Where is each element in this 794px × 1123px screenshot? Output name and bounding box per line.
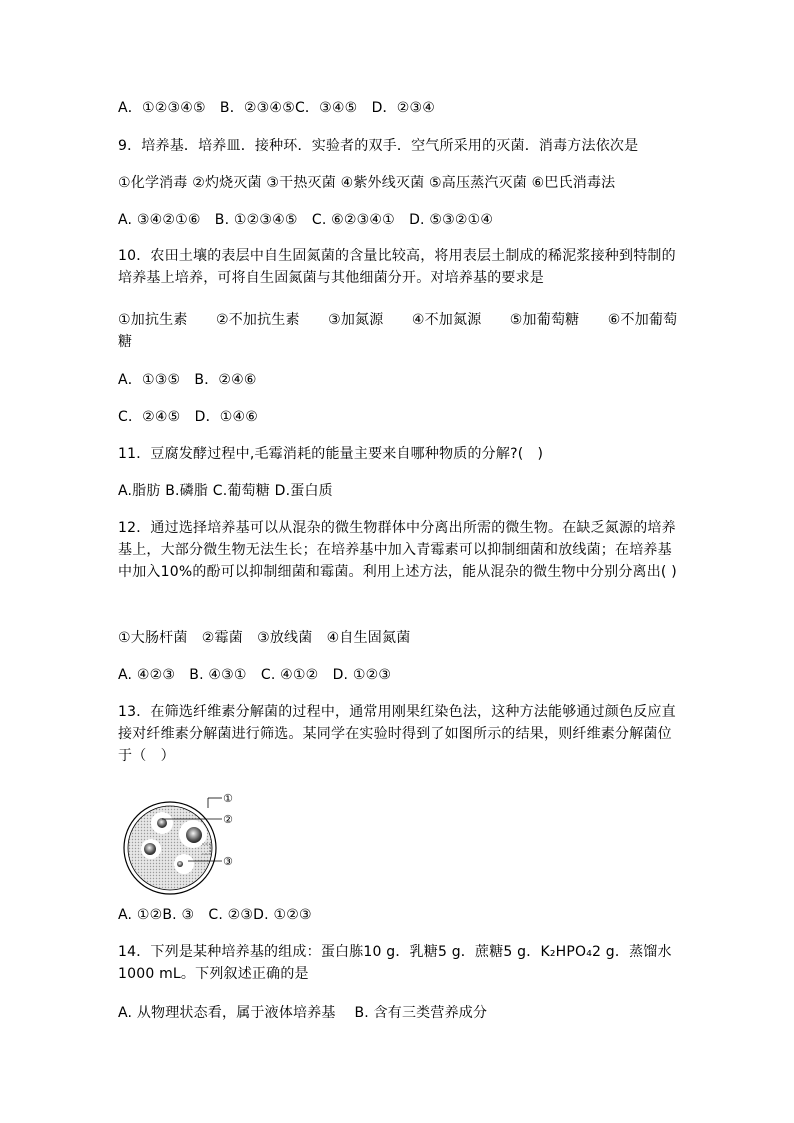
q13-stem: 13．在筛选纤维素分解菌的过程中，通常用刚果红染色法，这种方法能够通过颜色反应直接对纤维素分解菌进行筛选。某同学在实验时得到了如图所示的结果，则纤维素分解菌位于（ ）	[118, 704, 676, 764]
colony	[177, 861, 183, 867]
q11-stem: 11．豆腐发酵过程中,毛霉消耗的能量主要来自哪种物质的分解?( )	[118, 446, 544, 462]
q12-options: A. ④②③ B. ④③① C. ④①② D. ①②③	[118, 667, 392, 683]
q13-options: A. ①②B. ③ C. ②③D. ①②③	[118, 907, 312, 923]
q10-options-ab: A．①③⑤ B．②④⑥	[118, 372, 257, 388]
q12-items: ①大肠杆菌 ②霉菌 ③放线菌 ④自生固氮菌	[118, 630, 411, 646]
petri-dish-figure	[122, 790, 252, 900]
colony	[186, 827, 202, 843]
q14-options: A. 从物理状态看，属于液体培养基 B. 含有三类营养成分	[118, 1005, 488, 1021]
q14-stem: 14．下列是某种培养基的组成：蛋白胨10 g．乳糖5 g．蔗糖5 g．K₂HPO₄2 g．蒸馏水1000 mL。下列叙述正确的是	[118, 944, 672, 982]
figure-label-2: ②	[223, 813, 233, 826]
colony	[157, 818, 167, 828]
q10-options-cd: C．②④⑤ D．①④⑥	[118, 409, 259, 425]
colony	[144, 843, 156, 855]
q10-stem: 10．农田土壤的表层中自生固氮菌的含量比较高，将用表层土制成的稀泥浆接种到特制的培养基上培养，可将自生固氮菌与其他细菌分开。对培养基的要求是	[118, 248, 676, 286]
q11-options: A.脂肪 B.磷脂 C.葡萄糖 D.蛋白质	[118, 483, 333, 499]
q9-stem: 9．培养基．培养皿．接种环．实验者的双手．空气所采用的灭菌．消毒方法依次是	[118, 138, 639, 154]
figure-label-3: ③	[223, 855, 233, 868]
figure-label-1: ①	[223, 792, 233, 805]
q9-options: A. ③④②①⑥ B. ①②③④⑤ C. ⑥②③④① D. ⑤③②①④	[118, 212, 494, 228]
q12-stem: 12．通过选择培养基可以从混杂的微生物群体中分离出所需的微生物。在缺乏氮源的培养基上，大部分微生物无法生长；在培养基中加入青霉素可以抑制细菌和放线菌；在培养基中加入10%的酚可以抑制细菌和霉菌。利用上述方法，能从混杂的微生物中分别分离出( )	[118, 520, 677, 580]
q9-items: ①化学消毒 ②灼烧灭菌 ③干热灭菌 ④紫外线灭菌 ⑤高压蒸汽灭菌 ⑥巴氏消毒法	[118, 175, 616, 191]
q8-options: A．①②③④⑤ B．②③④⑤C．③④⑤ D．②③④	[118, 100, 435, 116]
q10-items: ①加抗生素 ②不加抗生素 ③加氮源 ④不加氮源 ⑤加葡萄糖 ⑥不加葡萄糖	[118, 312, 678, 350]
